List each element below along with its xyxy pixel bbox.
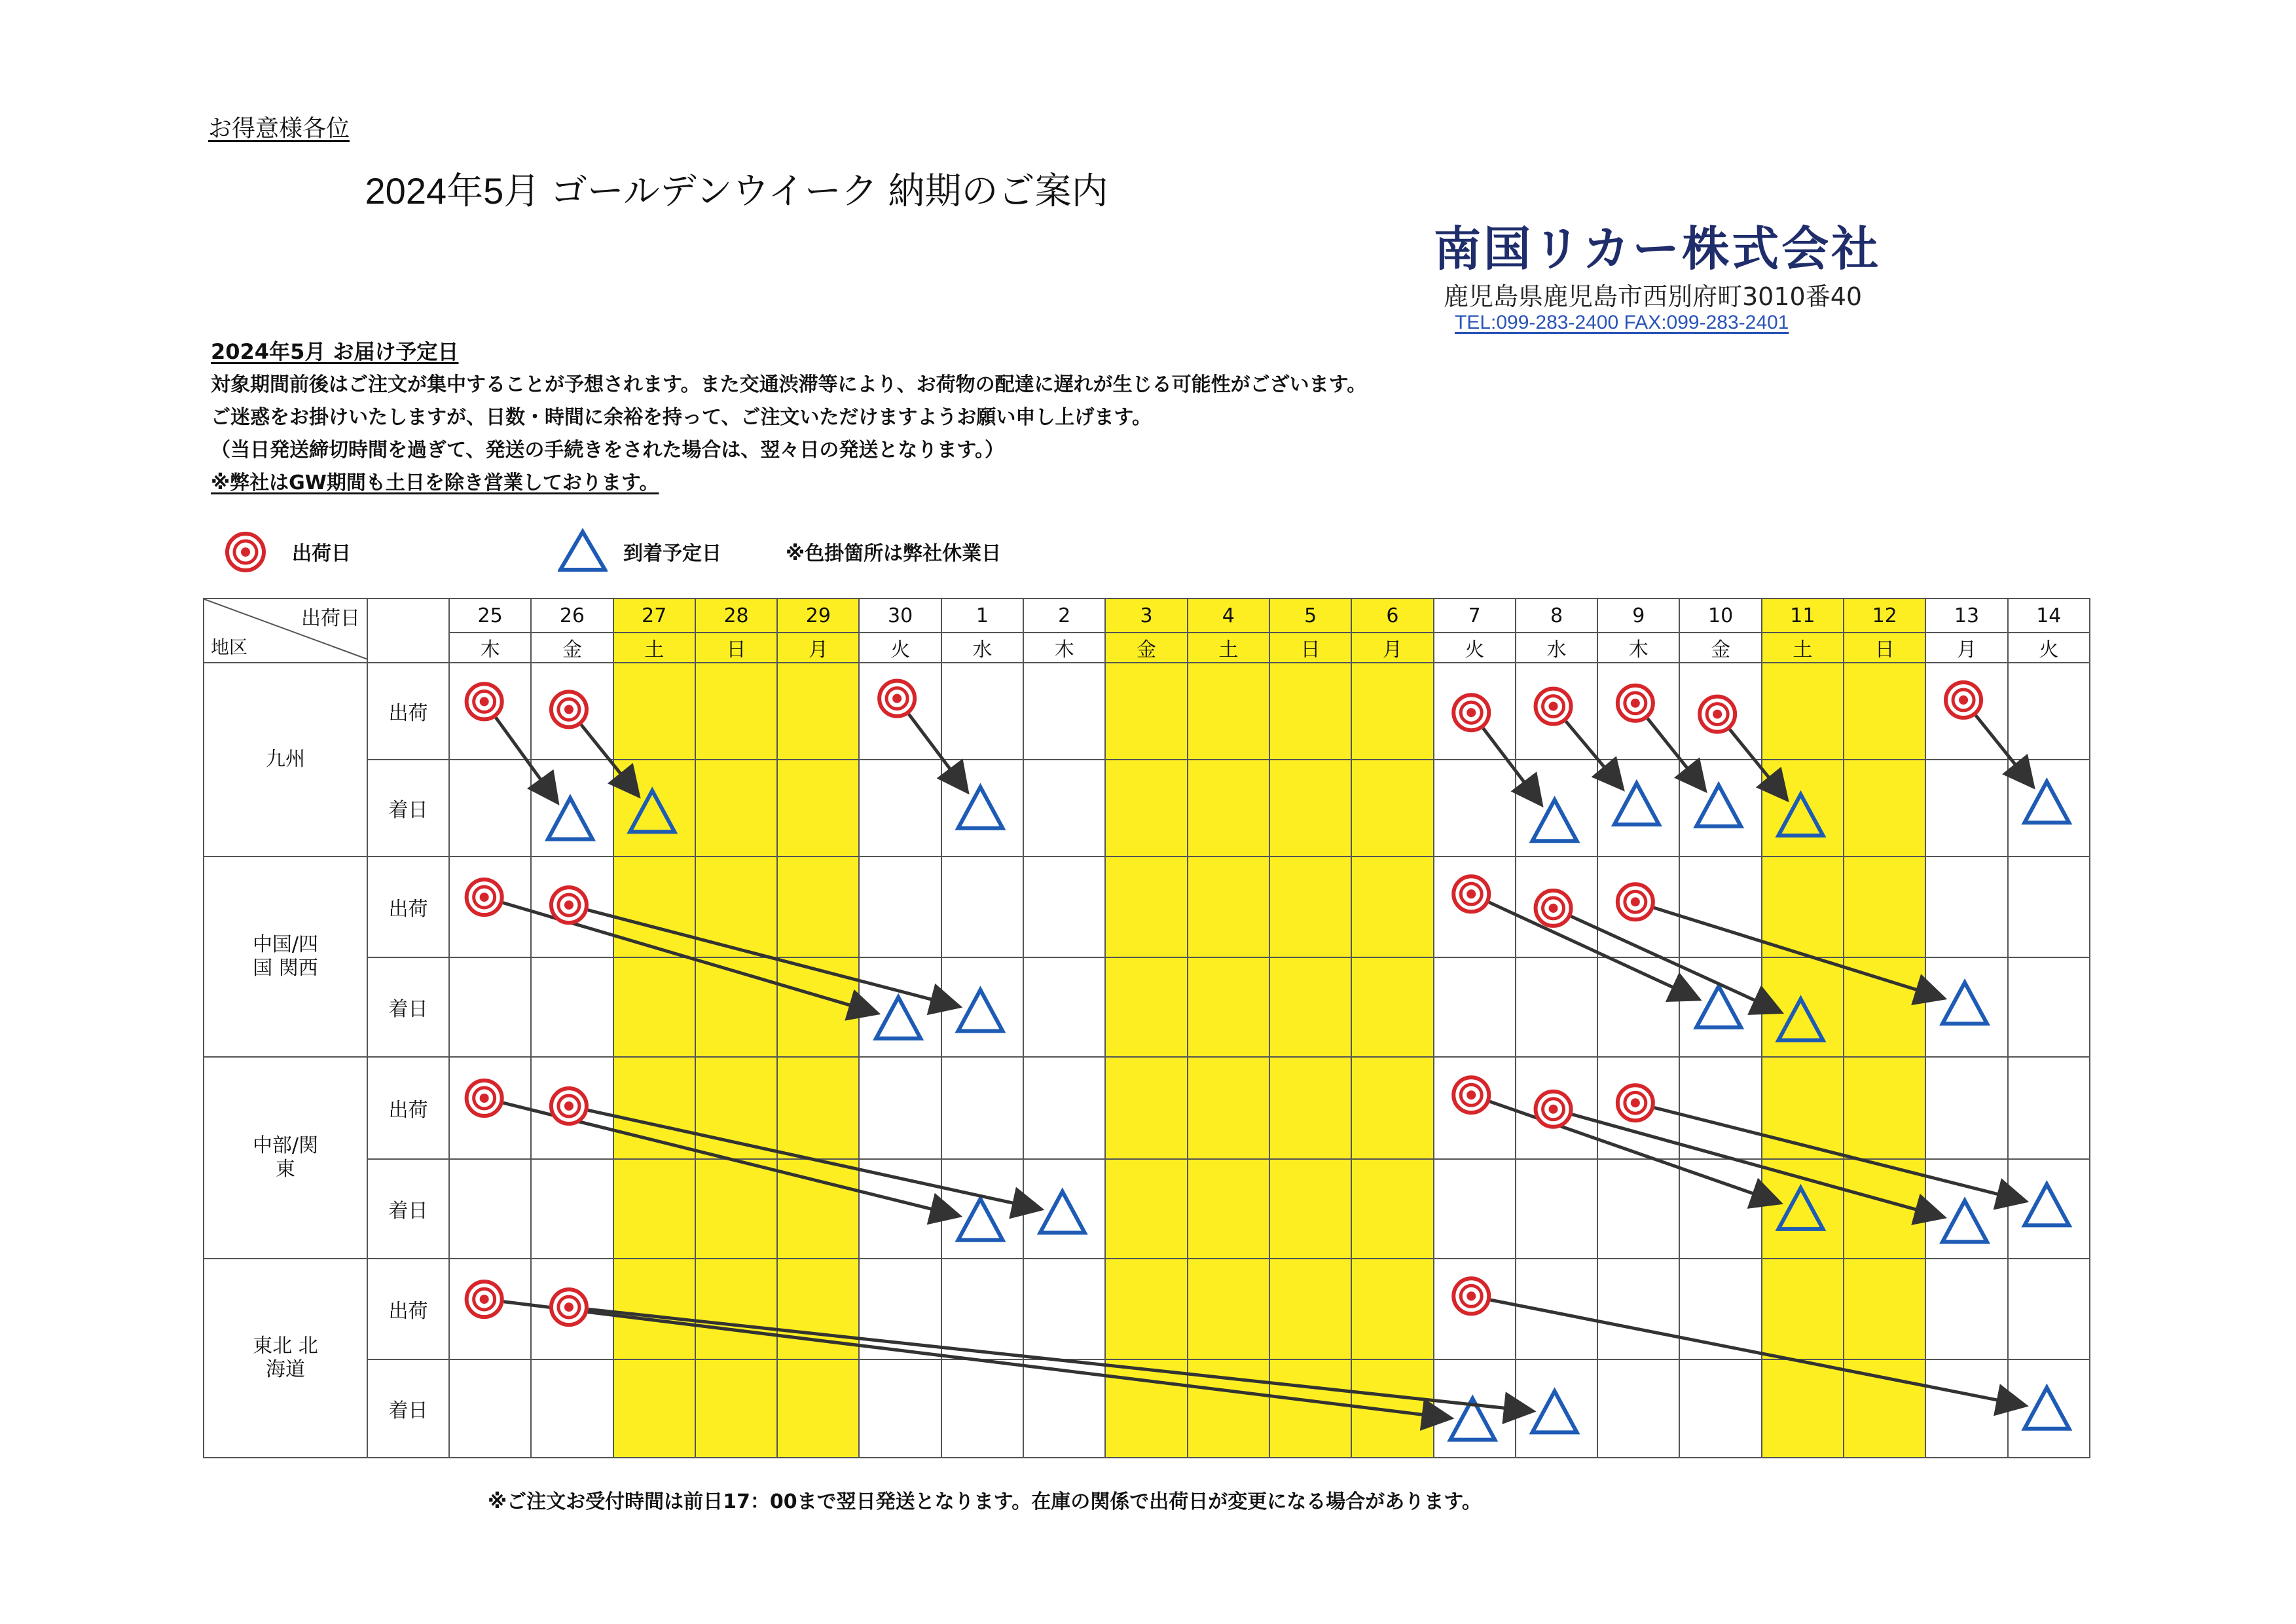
notice-line: ご迷惑をお掛けいたしますが、日数・時間に余裕を持って、ご注文いただけますようお願い申し上げます。 — [211, 406, 1152, 429]
row-label-ship: 出荷 — [367, 1259, 449, 1359]
schedule-cell — [2008, 1359, 2090, 1458]
region-name — [204, 1057, 367, 1259]
schedule-cell — [695, 1359, 777, 1458]
schedule-cell — [1844, 857, 1925, 957]
schedule-cell — [1188, 663, 1269, 760]
schedule-cell — [1925, 1159, 2007, 1259]
header-blank — [367, 599, 449, 663]
schedule-cell — [1023, 760, 1105, 857]
schedule-cell — [1105, 760, 1187, 857]
schedule-cell — [859, 760, 941, 857]
schedule-cell — [859, 663, 941, 760]
region-label: 九州 — [266, 748, 305, 771]
schedule-cell — [1023, 1057, 1105, 1159]
schedule-cell — [1023, 957, 1105, 1057]
schedule-cell — [1516, 1057, 1597, 1159]
header-region: 地区 — [211, 637, 248, 658]
row-label-ship: 出荷 — [367, 1057, 449, 1159]
weekday: 火 — [1434, 633, 1516, 663]
day-number: 10 — [1679, 599, 1761, 633]
schedule-cell — [1351, 663, 1433, 760]
schedule-cell — [613, 1359, 695, 1458]
schedule-cell — [1762, 1259, 1844, 1359]
schedule-cell — [1762, 857, 1844, 957]
schedule-cell — [941, 1057, 1023, 1159]
schedule-cell — [613, 1057, 695, 1159]
schedule-cell — [449, 663, 531, 760]
schedule-cell — [1844, 1159, 1925, 1259]
schedule-cell — [941, 663, 1023, 760]
schedule-cell — [777, 1057, 859, 1159]
schedule-cell — [695, 1159, 777, 1259]
schedule-cell — [449, 857, 531, 957]
schedule-cell — [1762, 663, 1844, 760]
day-number: 26 — [531, 599, 613, 633]
schedule-cell — [1597, 760, 1679, 857]
schedule-cell — [1023, 1359, 1105, 1458]
day-number: 13 — [1925, 599, 2007, 633]
day-number: 9 — [1597, 599, 1679, 633]
schedule-cell — [1188, 760, 1269, 857]
schedule-cell — [613, 663, 695, 760]
ship-mark-icon — [223, 529, 268, 575]
schedule-cell — [1351, 1259, 1433, 1359]
schedule-cell — [449, 760, 531, 857]
schedule-cell — [941, 1259, 1023, 1359]
weekday: 金 — [531, 633, 613, 663]
day-number: 8 — [1516, 599, 1597, 633]
schedule-cell — [1105, 1259, 1187, 1359]
schedule-cell — [1597, 663, 1679, 760]
schedule-cell — [777, 760, 859, 857]
weekday: 月 — [777, 633, 859, 663]
schedule-cell — [941, 760, 1023, 857]
weekday: 日 — [1269, 633, 1351, 663]
schedule-cell — [1434, 760, 1516, 857]
schedule-cell — [1925, 663, 2007, 760]
day-number: 28 — [695, 599, 777, 633]
schedule-cell — [1679, 1259, 1761, 1359]
schedule-cell — [1762, 760, 1844, 857]
schedule-cell — [1844, 1057, 1925, 1159]
schedule-cell — [2008, 1159, 2090, 1259]
schedule-cell — [1925, 1259, 2007, 1359]
schedule-cell — [1597, 1057, 1679, 1159]
schedule-cell — [1597, 857, 1679, 957]
schedule-cell — [695, 957, 777, 1057]
weekday: 木 — [449, 633, 531, 663]
schedule-cell — [1679, 663, 1761, 760]
weekday: 木 — [1023, 633, 1105, 663]
schedule-cell — [1269, 857, 1351, 957]
schedule-cell — [1679, 857, 1761, 957]
legend-holiday-note: ※色掛箇所は弊社休業日 — [786, 542, 1002, 565]
schedule-cell — [1925, 1057, 2007, 1159]
notice-line-business: ※弊社はGW期間も土日を除き営業しております。 — [211, 471, 659, 494]
schedule-cell — [1516, 957, 1597, 1057]
schedule-cell — [1434, 1359, 1516, 1458]
weekday: 土 — [1188, 633, 1269, 663]
schedule-cell — [449, 1159, 531, 1259]
weekday: 火 — [859, 633, 941, 663]
schedule-cell — [1762, 1359, 1844, 1458]
schedule-cell — [531, 1057, 613, 1159]
schedule-cell — [1516, 857, 1597, 957]
schedule-cell — [1188, 1359, 1269, 1458]
schedule-cell — [613, 1259, 695, 1359]
schedule-cell — [1105, 1159, 1187, 1259]
schedule-cell — [1925, 957, 2007, 1057]
schedule-cell — [1762, 1057, 1844, 1159]
schedule-cell — [1597, 1159, 1679, 1259]
weekday: 日 — [1844, 633, 1925, 663]
region-name — [204, 857, 367, 1057]
schedule-cell — [1351, 857, 1433, 957]
schedule-cell — [777, 957, 859, 1057]
schedule-cell — [695, 857, 777, 957]
schedule-cell — [1351, 1159, 1433, 1259]
day-number: 1 — [941, 599, 1023, 633]
schedule-cell — [1679, 760, 1761, 857]
schedule-cell — [1269, 957, 1351, 1057]
weekday: 金 — [1105, 633, 1187, 663]
schedule-cell — [2008, 1259, 2090, 1359]
header-ship-date: 出荷日 — [301, 607, 360, 630]
schedule-cell — [695, 1259, 777, 1359]
table-corner-header — [204, 599, 367, 663]
schedule-cell — [1844, 957, 1925, 1057]
schedule-cell — [613, 957, 695, 1057]
weekday: 水 — [941, 633, 1023, 663]
schedule-cell — [1762, 957, 1844, 1057]
schedule-cell — [1351, 760, 1433, 857]
day-number: 5 — [1269, 599, 1351, 633]
weekday: 日 — [695, 633, 777, 663]
schedule-cell — [1516, 1159, 1597, 1259]
schedule-cell — [1023, 663, 1105, 760]
weekday: 水 — [1516, 633, 1597, 663]
schedule-cell — [777, 1159, 859, 1259]
day-number: 29 — [777, 599, 859, 633]
schedule-cell — [941, 857, 1023, 957]
schedule-cell — [1105, 1057, 1187, 1159]
region-label: 東北 北海道 — [253, 1335, 318, 1381]
schedule-cell — [777, 663, 859, 760]
schedule-cell — [531, 957, 613, 1057]
row-label-arrive: 着日 — [367, 1159, 449, 1259]
schedule-cell — [1516, 1359, 1597, 1458]
schedule-cell — [1188, 1057, 1269, 1159]
legend-ship-label: 出荷日 — [292, 542, 351, 565]
schedule-cell — [695, 663, 777, 760]
schedule-cell — [941, 957, 1023, 1057]
schedule-cell — [1844, 663, 1925, 760]
day-number: 4 — [1188, 599, 1269, 633]
region-label: 中国/四国 関西 — [252, 933, 319, 980]
schedule-table — [203, 598, 2090, 1458]
schedule-cell — [1269, 1057, 1351, 1159]
schedule-cell — [1762, 1159, 1844, 1259]
schedule-cell — [1269, 663, 1351, 760]
schedule-cell — [1925, 1359, 2007, 1458]
schedule-cell — [1105, 857, 1187, 957]
schedule-cell — [449, 957, 531, 1057]
region-label: 中部/関東 — [252, 1134, 319, 1181]
schedule-cell — [941, 1159, 1023, 1259]
schedule-cell — [859, 857, 941, 957]
schedule-cell — [2008, 760, 2090, 857]
schedule-cell — [1188, 1159, 1269, 1259]
day-number: 25 — [449, 599, 531, 633]
weekday: 土 — [1762, 633, 1844, 663]
weekday: 土 — [613, 633, 695, 663]
schedule-cell — [1516, 760, 1597, 857]
day-number: 14 — [2008, 599, 2090, 633]
schedule-cell — [531, 760, 613, 857]
schedule-cell — [2008, 1057, 2090, 1159]
region-name — [204, 1259, 367, 1458]
schedule-cell — [613, 1159, 695, 1259]
schedule-cell — [531, 663, 613, 760]
day-number: 11 — [1762, 599, 1844, 633]
row-label-arrive: 着日 — [367, 760, 449, 857]
weekday: 金 — [1679, 633, 1761, 663]
schedule-cell — [2008, 957, 2090, 1057]
weekday: 月 — [1351, 633, 1433, 663]
schedule-cell — [449, 1359, 531, 1458]
schedule-cell — [1844, 1259, 1925, 1359]
day-number: 30 — [859, 599, 941, 633]
schedule-cell — [1023, 1259, 1105, 1359]
schedule-cell — [777, 1259, 859, 1359]
day-number: 3 — [1105, 599, 1187, 633]
schedule-cell — [449, 1057, 531, 1159]
day-number: 27 — [613, 599, 695, 633]
row-label-ship: 出荷 — [367, 857, 449, 957]
schedule-cell — [1597, 1359, 1679, 1458]
schedule-cell — [2008, 663, 2090, 760]
day-number: 2 — [1023, 599, 1105, 633]
schedule-cell — [1679, 1057, 1761, 1159]
schedule-cell — [531, 1159, 613, 1259]
page-title: 2024年5月 ゴールデンウイーク 納期のご案内 — [365, 170, 1108, 212]
schedule-cell — [1516, 663, 1597, 760]
schedule-cell — [777, 1359, 859, 1458]
schedule-cell — [2008, 857, 2090, 957]
schedule-cell — [1925, 857, 2007, 957]
schedule-cell — [1597, 957, 1679, 1057]
schedule-cell — [1679, 1359, 1761, 1458]
schedule-cell — [1188, 1259, 1269, 1359]
weekday: 月 — [1925, 633, 2007, 663]
legend-arrive-label: 到着予定日 — [623, 542, 721, 565]
schedule-cell — [1351, 957, 1433, 1057]
schedule-cell — [1351, 1057, 1433, 1159]
schedule-cell — [1269, 1259, 1351, 1359]
schedule-cell — [1434, 1259, 1516, 1359]
row-label-arrive: 着日 — [367, 1359, 449, 1458]
schedule-cell — [1597, 1259, 1679, 1359]
day-number: 7 — [1434, 599, 1516, 633]
row-label-ship: 出荷 — [367, 663, 449, 760]
schedule-cell — [1351, 1359, 1433, 1458]
schedule-cell — [1188, 957, 1269, 1057]
schedule-cell — [1188, 857, 1269, 957]
schedule-cell — [859, 957, 941, 1057]
schedule-cell — [1434, 957, 1516, 1057]
schedule-cell — [1679, 957, 1761, 1057]
schedule-cell — [1023, 857, 1105, 957]
schedule-cell — [531, 1359, 613, 1458]
schedule-cell — [1434, 1159, 1516, 1259]
schedule-cell — [531, 857, 613, 957]
weekday: 木 — [1597, 633, 1679, 663]
arrive-mark-icon — [558, 528, 608, 574]
company-name: 南国リカー株式会社 — [1434, 221, 1882, 276]
weekday: 火 — [2008, 633, 2090, 663]
schedule-cell — [1516, 1259, 1597, 1359]
schedule-cell — [1023, 1159, 1105, 1259]
schedule-cell — [859, 1359, 941, 1458]
schedule-cell — [1269, 1159, 1351, 1259]
schedule-cell — [1105, 957, 1187, 1057]
region-name — [204, 663, 367, 857]
schedule-cell — [1434, 663, 1516, 760]
schedule-cell — [1105, 663, 1187, 760]
footer-note: ※ご注文お受付時間は前日17：00まで翌日発送となります。在庫の関係で出荷日が変更になる場合があります。 — [488, 1490, 1482, 1513]
schedule-cell — [1269, 760, 1351, 857]
schedule-cell — [1844, 760, 1925, 857]
schedule-cell — [449, 1259, 531, 1359]
schedule-cell — [1434, 857, 1516, 957]
schedule-cell — [1434, 1057, 1516, 1159]
schedule-cell — [941, 1359, 1023, 1458]
day-number: 12 — [1844, 599, 1925, 633]
schedule-cell — [859, 1259, 941, 1359]
company-tel-fax[interactable]: TEL:099-283-2400 FAX:099-283-2401 — [1455, 312, 1789, 333]
schedule-cell — [695, 1057, 777, 1159]
schedule-cell — [613, 760, 695, 857]
notice-line: 対象期間前後はご注文が集中することが予想されます。また交通渋滞等により、お荷物の配達に遅れが生じる可能性がございます。 — [211, 373, 1367, 396]
schedule-cell — [1844, 1359, 1925, 1458]
company-address: 鹿児島県鹿児島市西別府町3010番40 — [1444, 282, 1863, 311]
notice-heading: 2024年5月 お届け予定日 — [211, 339, 459, 364]
schedule-cell — [613, 857, 695, 957]
schedule-cell — [859, 1057, 941, 1159]
schedule-cell — [695, 760, 777, 857]
schedule-cell — [531, 1259, 613, 1359]
schedule-cell — [1925, 760, 2007, 857]
notice-line: （当日発送締切時間を過ぎて、発送の手続きをされた場合は、翌々日の発送となります。） — [211, 439, 1004, 462]
schedule-cell — [777, 857, 859, 957]
schedule-cell — [1105, 1359, 1187, 1458]
schedule-cell — [1269, 1359, 1351, 1458]
row-label-arrive: 着日 — [367, 957, 449, 1057]
schedule-cell — [859, 1159, 941, 1259]
day-number: 6 — [1351, 599, 1433, 633]
schedule-cell — [1679, 1159, 1761, 1259]
recipient: お得意様各位 — [208, 115, 350, 142]
